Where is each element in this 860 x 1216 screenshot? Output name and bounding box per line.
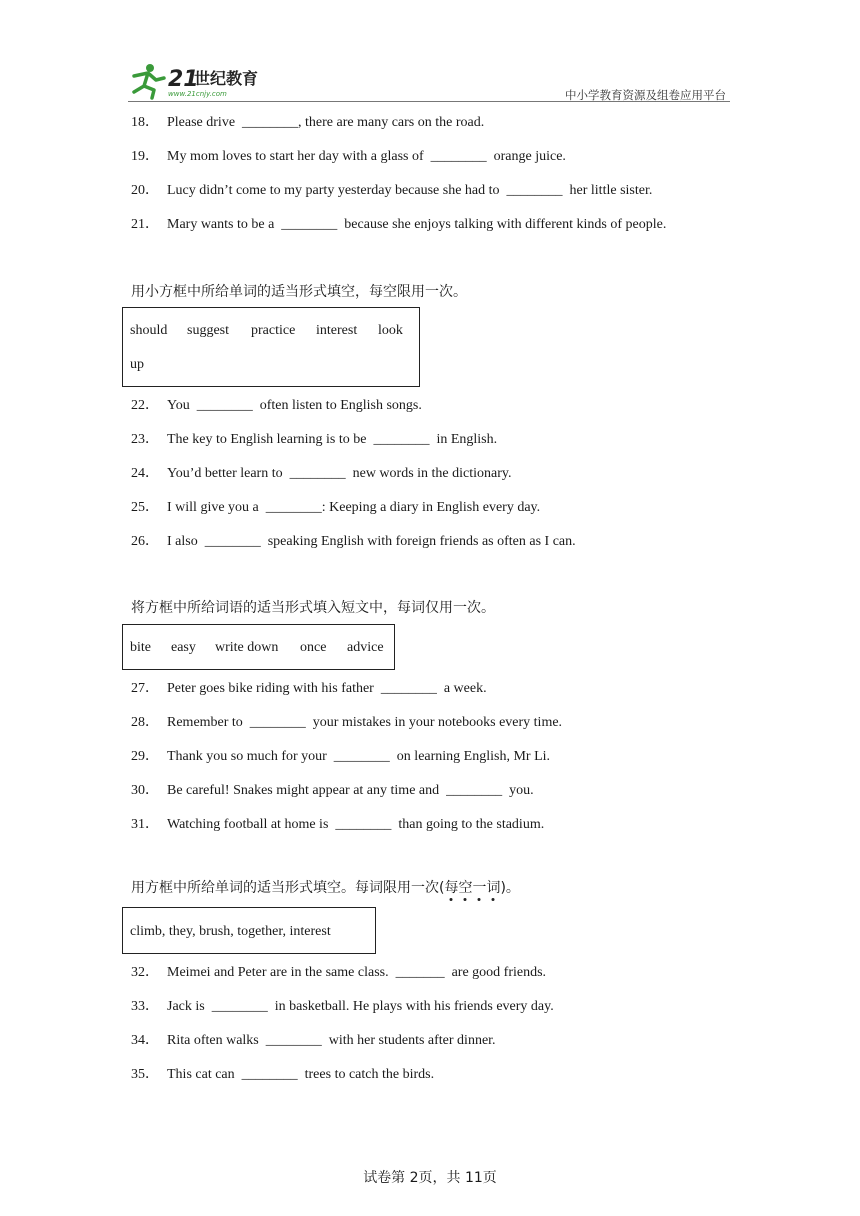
question-24: 24． You’d better learn to ________ new words in the dictionary.: [131, 466, 512, 481]
question-23: 23． The key to English learning is to be ________ in English.: [131, 432, 498, 447]
question-19: 19． My mom loves to start her day with a glass of ________ orange juice.: [131, 149, 566, 164]
question-21: 21． Mary wants to be a ________ because she enjoys talking with different kinds of people.: [131, 217, 667, 232]
emphasized-char: 每: [444, 880, 459, 896]
emphasized-char: 词: [486, 880, 501, 896]
word-box-1-item: look: [378, 323, 403, 338]
question-22: 22． You ________ often listen to English songs.: [131, 398, 422, 413]
word-box-3-text: climb, they, brush, together, interest: [130, 924, 331, 939]
word-box-2-item: bite: [130, 640, 151, 655]
word-box-1: [122, 307, 420, 387]
question-34: 34． Rita often walks ________ with her students after dinner.: [131, 1033, 496, 1048]
question-28: 28． Remember to ________ your mistakes in your notebooks every time.: [131, 715, 563, 730]
word-box-2-item: advice: [347, 640, 384, 655]
question-25: 25． I will give you a ________: Keeping a diary in English every day.: [131, 500, 541, 515]
runner-logo-icon: [128, 62, 278, 100]
word-box-1-item: practice: [251, 323, 296, 338]
word-box-2-item: easy: [171, 640, 196, 655]
page-footer: 试卷第 2页，共 11页: [363, 1170, 497, 1186]
site-logo: [128, 62, 278, 100]
svg-text:21: 21: [168, 67, 199, 92]
word-box-1-item: interest: [316, 323, 358, 338]
question-31: 31． Watching football at home is ________ than going to the stadium.: [131, 817, 545, 832]
question-32: 32． Meimei and Peter are in the same class. _______ are good friends.: [131, 965, 547, 980]
header-divider: [128, 101, 730, 102]
emphasized-char: 一: [472, 880, 487, 896]
question-18: 18． Please drive ________, there are many cars on the road.: [131, 115, 485, 130]
question-35: 35． This cat can ________ trees to catch the birds.: [131, 1067, 435, 1082]
word-box-2-item: write down: [215, 640, 279, 655]
question-27: 27． Peter goes bike riding with his father ________ a week.: [131, 681, 487, 696]
question-30: 30． Be careful! Snakes might appear at any time and ________ you.: [131, 783, 534, 798]
question-20: 20． Lucy didn’t come to my party yesterday because she had to ________ her little sister.: [131, 183, 653, 198]
word-box-2-item: once: [300, 640, 327, 655]
word-box-3: [122, 907, 376, 954]
question-33: 33． Jack is ________ in basketball. He plays with his friends every day.: [131, 999, 554, 1014]
question-29: 29． Thank you so much for your ________ on learning English, Mr Li.: [131, 749, 551, 764]
question-26: 26． I also ________ speaking English with foreign friends as often as I can.: [131, 534, 576, 549]
word-box-1-item: suggest: [187, 323, 229, 338]
svg-text:www.21cnjy.com: www.21cnjy.com: [168, 90, 227, 98]
section-2-instructions: 将方框中所给词语的适当形式填入短文中，每词仅用一次。: [131, 600, 495, 616]
header-tagline: 中小学教育资源及组卷应用平台: [565, 88, 726, 102]
emphasized-char: 空: [458, 880, 473, 896]
section-1-instructions: 用小方框中所给单词的适当形式填空，每空限用一次。: [131, 284, 467, 300]
emphasized-text: [444, 880, 500, 896]
word-box-2: [122, 624, 395, 670]
svg-text:世纪教育: 世纪教育: [194, 69, 259, 88]
word-box-1-item: should: [130, 323, 168, 338]
section-3-instructions: 用方框中所给单词的适当形式填空。每词限用一次(每空一词)。: [131, 880, 520, 896]
word-box-1-item: up: [130, 357, 144, 372]
page-header: [128, 62, 730, 102]
